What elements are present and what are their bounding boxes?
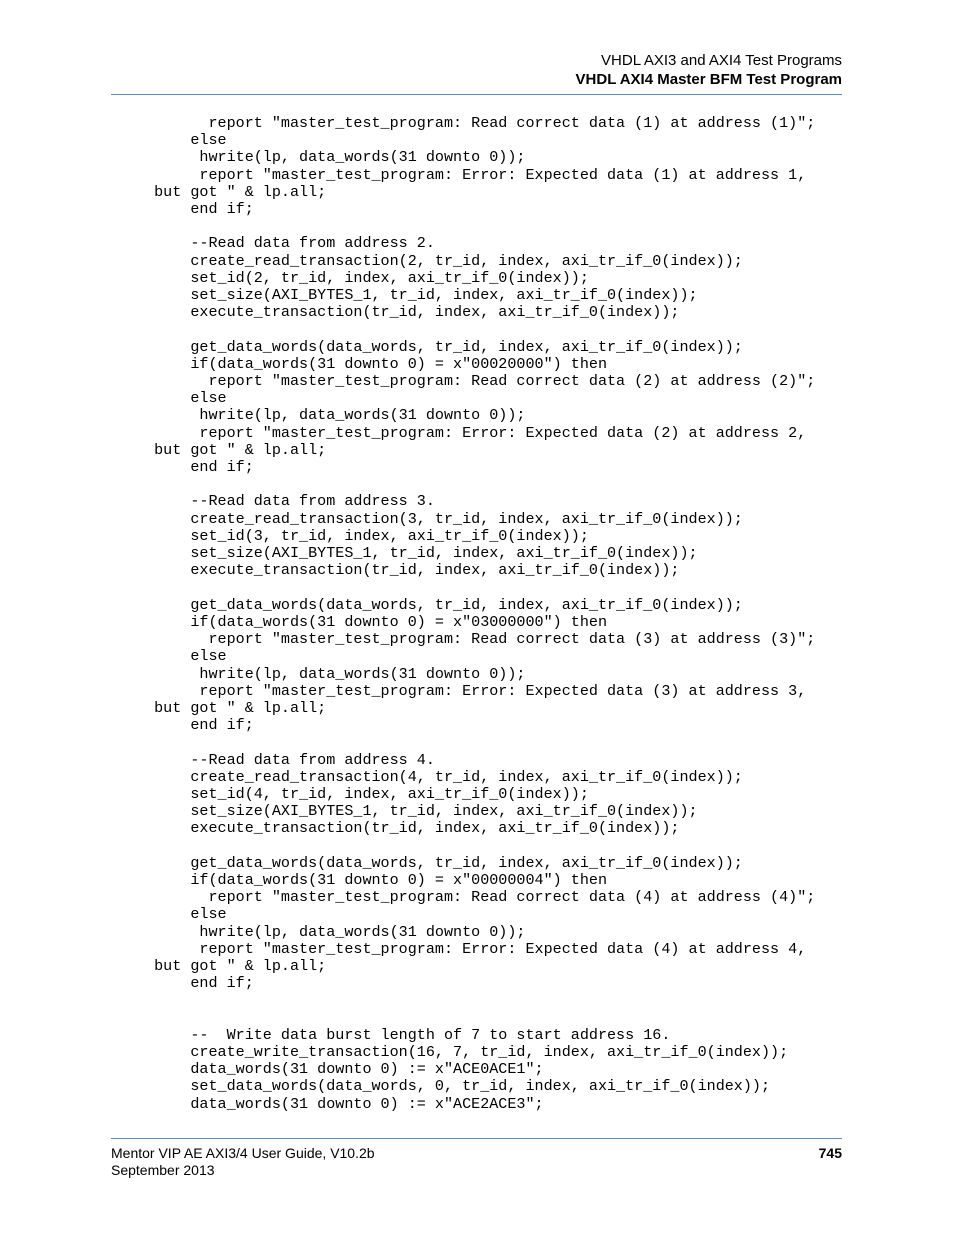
code-line: but got " & lp.all; xyxy=(136,440,327,459)
code-line xyxy=(136,218,815,235)
code-line xyxy=(136,838,815,855)
code-line: if(data_words(31 downto 0) = x"03000000") then xyxy=(136,612,608,631)
code-line: end if; xyxy=(136,200,254,219)
code-line: execute_transaction(tr_id, index, axi_tr_if_0(index)); xyxy=(136,561,680,580)
code-line: execute_transaction(tr_id, index, axi_tr_if_0(index)); xyxy=(136,819,680,838)
code-line: create_write_transaction(16, 7, tr_id, index, axi_tr_if_0(index)); xyxy=(136,1042,789,1061)
code-line: set_size(AXI_BYTES_1, tr_id, index, axi_tr_if_0(index)); xyxy=(136,286,698,305)
code-line: report "master_test_program: Read correct data (4) at address (4)"; xyxy=(136,888,816,907)
code-line xyxy=(136,1010,815,1027)
code-line: create_read_transaction(2, tr_id, index, axi_tr_if_0(index)); xyxy=(136,251,743,270)
code-line: set_id(2, tr_id, index, axi_tr_if_0(index)); xyxy=(136,268,589,287)
running-header-section: VHDL AXI4 Master BFM Test Program xyxy=(575,71,842,88)
code-line: hwrite(lp, data_words(31 downto 0)); xyxy=(136,922,526,941)
code-line: else xyxy=(136,131,227,150)
code-line: create_read_transaction(3, tr_id, index, axi_tr_if_0(index)); xyxy=(136,509,743,528)
footer-date: September 2013 xyxy=(111,1162,215,1178)
code-line: set_size(AXI_BYTES_1, tr_id, index, axi_tr_if_0(index)); xyxy=(136,802,698,821)
code-line: set_id(4, tr_id, index, axi_tr_if_0(index)); xyxy=(136,784,589,803)
code-line xyxy=(136,734,815,751)
code-line: else xyxy=(136,647,227,666)
code-line: report "master_test_program: Error: Expected data (1) at address 1, xyxy=(136,165,807,184)
code-line: report "master_test_program: Read correct data (3) at address (3)"; xyxy=(136,630,816,649)
header-rule xyxy=(111,94,842,95)
code-line: -- Write data burst length of 7 to start address 16. xyxy=(136,1025,671,1044)
code-line: end if; xyxy=(136,974,254,993)
code-line xyxy=(136,992,815,1009)
code-line: create_read_transaction(4, tr_id, index, axi_tr_if_0(index)); xyxy=(136,767,743,786)
code-line: report "master_test_program: Read correct data (2) at address (2)"; xyxy=(136,372,816,391)
code-line: report "master_test_program: Error: Expected data (4) at address 4, xyxy=(136,939,807,958)
code-line: but got " & lp.all; xyxy=(136,956,327,975)
code-line: end if; xyxy=(136,716,254,735)
code-line: report "master_test_program: Error: Expected data (3) at address 3, xyxy=(136,681,807,700)
code-line: set_data_words(data_words, 0, tr_id, index, axi_tr_if_0(index)); xyxy=(136,1077,771,1096)
code-line: but got " & lp.all; xyxy=(136,698,327,717)
code-line: hwrite(lp, data_words(31 downto 0)); xyxy=(136,664,526,683)
code-line: --Read data from address 3. xyxy=(136,492,435,511)
running-header-chapter: VHDL AXI3 and AXI4 Test Programs xyxy=(601,52,842,69)
code-line: hwrite(lp, data_words(31 downto 0)); xyxy=(136,148,526,167)
code-line: --Read data from address 2. xyxy=(136,234,435,253)
footer-guide-title: Mentor VIP AE AXI3/4 User Guide, V10.2b xyxy=(111,1145,375,1161)
code-line: get_data_words(data_words, tr_id, index, axi_tr_if_0(index)); xyxy=(136,595,743,614)
page-number: 745 xyxy=(818,1145,842,1161)
code-line: but got " & lp.all; xyxy=(136,182,327,201)
code-line: if(data_words(31 downto 0) = x"00000004") then xyxy=(136,870,608,889)
code-line: else xyxy=(136,389,227,408)
code-line: --Read data from address 4. xyxy=(136,750,435,769)
code-line: get_data_words(data_words, tr_id, index, axi_tr_if_0(index)); xyxy=(136,337,743,356)
code-line: hwrite(lp, data_words(31 downto 0)); xyxy=(136,406,526,425)
code-listing xyxy=(136,115,815,1113)
code-line xyxy=(136,579,815,596)
code-line xyxy=(136,476,815,493)
code-line: set_size(AXI_BYTES_1, tr_id, index, axi_tr_if_0(index)); xyxy=(136,544,698,563)
code-line: get_data_words(data_words, tr_id, index, axi_tr_if_0(index)); xyxy=(136,853,743,872)
code-line: report "master_test_program: Read correct data (1) at address (1)"; xyxy=(136,114,816,132)
code-line: data_words(31 downto 0) := x"ACE0ACE1"; xyxy=(136,1060,544,1079)
footer-info xyxy=(111,1145,375,1179)
code-line: execute_transaction(tr_id, index, axi_tr_if_0(index)); xyxy=(136,303,680,322)
code-line xyxy=(136,321,815,338)
code-line: report "master_test_program: Error: Expected data (2) at address 2, xyxy=(136,423,807,442)
code-line: else xyxy=(136,905,227,924)
code-line: end if; xyxy=(136,458,254,477)
code-line: if(data_words(31 downto 0) = x"00020000") then xyxy=(136,354,608,373)
code-line: set_id(3, tr_id, index, axi_tr_if_0(index)); xyxy=(136,526,589,545)
code-line: data_words(31 downto 0) := x"ACE2ACE3"; xyxy=(136,1094,544,1113)
footer-rule xyxy=(111,1138,842,1139)
